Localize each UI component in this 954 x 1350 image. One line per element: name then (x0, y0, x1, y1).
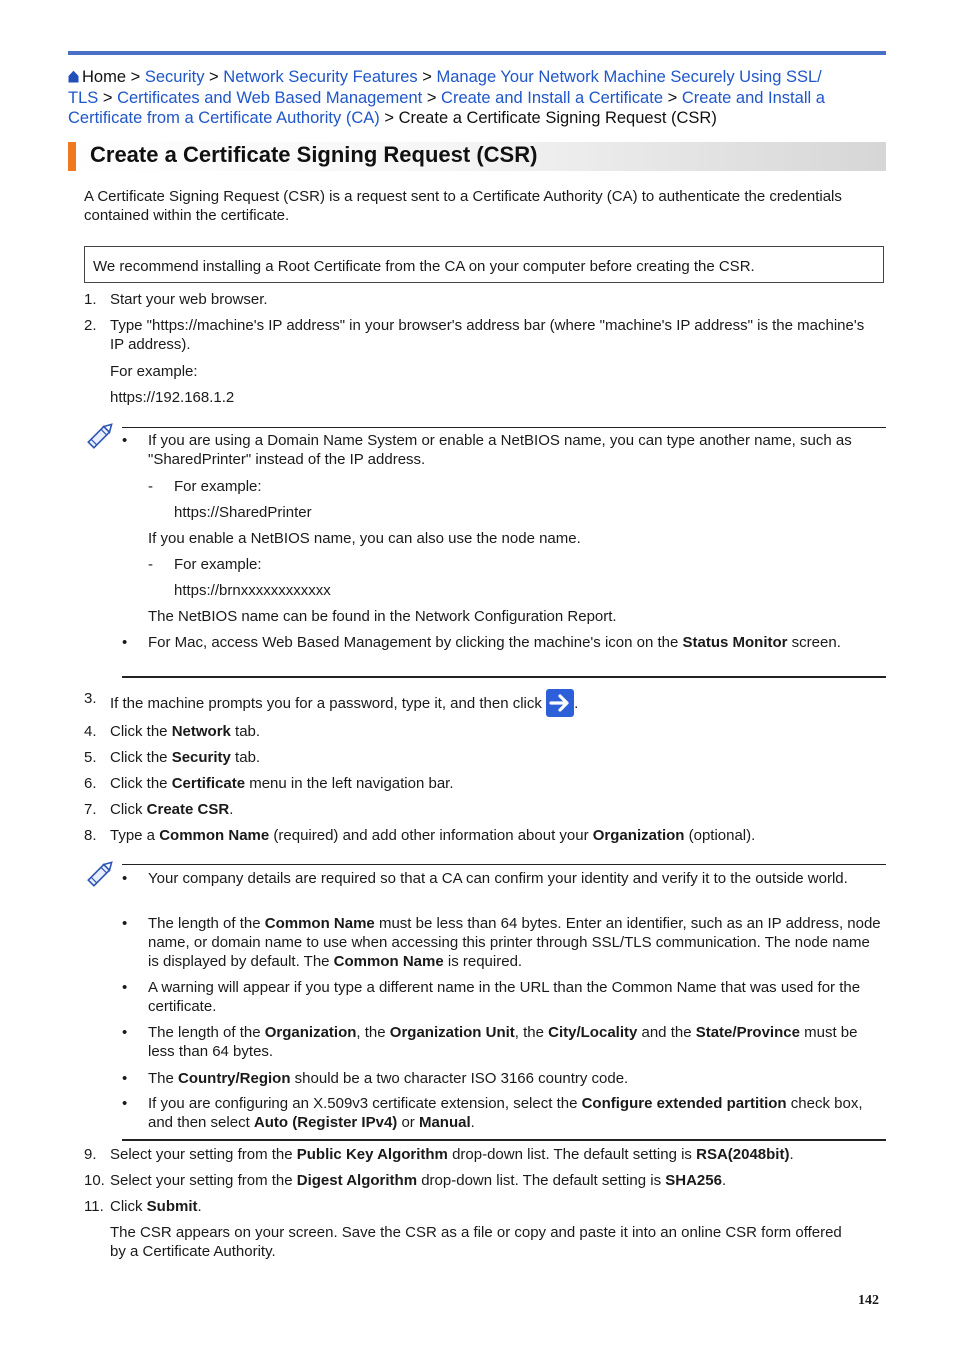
intro-paragraph: A Certificate Signing Request (CSR) is a request sent to a Certificate Authority (CA) to authenticate the credentials contained within the certificate. (84, 188, 842, 224)
note-text: The length of the Organization, the Organization Unit, the City/Locality and the State/Province must be less than 64 bytes. (148, 1024, 858, 1060)
bullet-dot: • (122, 915, 128, 932)
step-number: 11. (84, 1198, 104, 1215)
breadcrumb-link-create-install-ca-cont[interactable]: Certificate from a Certificate Authority (CA) (68, 109, 380, 127)
step-number: 8. (84, 827, 97, 844)
example-url: https://192.168.1.2 (110, 389, 235, 406)
step-text: If the machine prompts you for a password, type it, and then click . (110, 689, 870, 717)
example-url: https://brnxxxxxxxxxxxx (174, 582, 331, 599)
breadcrumb-separator: > (130, 68, 141, 86)
step-11-result: The CSR appears on your screen. Save the CSR as a file or copy and paste it into an online CSR form offered by a Certificate Authority. (110, 1224, 842, 1260)
note-text: If you are configuring an X.509v3 certificate extension, select the Configure extended partition check box, and then select Auto (Register IPv4) or Manual. (148, 1095, 863, 1131)
home-icon (68, 68, 79, 88)
note-text: Your company details are required so that a CA can confirm your identity and verify it to the outside world. (148, 870, 848, 887)
dash-marker: - (148, 556, 153, 573)
note-text: A warning will appear if you type a different name in the URL than the Common Name that was used for the certificate. (148, 979, 861, 1015)
step-text: Type "https://machine's IP address" in your browser's address bar (where "machine's IP address" is the machine's IP address). (110, 317, 865, 353)
breadcrumb-link-security[interactable]: Security (144, 68, 205, 86)
page-title: Create a Certificate Signing Request (CSR) (90, 142, 538, 167)
note-text: The Country/Region should be a two character ISO 3166 country code. (148, 1070, 629, 1087)
breadcrumb-link-network-security-features[interactable]: Network Security Features (223, 68, 418, 86)
note-text: The length of the Common Name must be less than 64 bytes. Enter an identifier, such as an IP address, node name, or domain name to use when accessing this printer through SSL/TLS communication. The node name is displayed by default. The Common Name is required. (148, 915, 881, 970)
breadcrumb-current: Create a Certificate Signing Request (CSR) (398, 109, 717, 127)
step-number: 1. (84, 291, 97, 308)
breadcrumb (68, 67, 848, 128)
step-text: Click Submit. (110, 1198, 202, 1215)
step-text: Click the Certificate menu in the left navigation bar. (110, 775, 454, 792)
step-number: 5. (84, 749, 97, 766)
breadcrumb-link-create-install-cert[interactable]: Create and Install a Certificate (441, 89, 663, 107)
bullet-dot: • (122, 979, 128, 996)
breadcrumb-home: Home (82, 68, 127, 86)
note-top-rule (122, 427, 886, 428)
bullet-dot: • (122, 1095, 128, 1112)
recommendation-box: We recommend installing a Root Certificate from the CA on your computer before creating the CSR. (84, 246, 884, 283)
step-text: Click Create CSR. (110, 801, 234, 818)
note-text: If you are using a Domain Name System or enable a NetBIOS name, you can type another name, such as "SharedPrinter" instead of the IP address. (148, 432, 852, 468)
bullet-dot: • (122, 1024, 128, 1041)
step-number: 7. (84, 801, 97, 818)
page-title-banner (68, 142, 886, 171)
breadcrumb-separator: > (209, 68, 219, 86)
top-rule (68, 51, 886, 55)
note-text: For example: (174, 478, 262, 495)
breadcrumb-separator: > (422, 68, 432, 86)
breadcrumb-link-create-install-ca[interactable]: Create and Install a (681, 89, 825, 107)
example-url: https://SharedPrinter (174, 504, 312, 521)
breadcrumb-separator: > (667, 89, 678, 107)
note-bottom-rule (122, 1139, 886, 1141)
breadcrumb-link-manage-ssl-tls-cont[interactable]: TLS (68, 89, 99, 107)
step-number: 4. (84, 723, 97, 740)
note-text: For example: (174, 556, 262, 573)
bullet-dot: • (122, 1070, 128, 1087)
breadcrumb-link-certificates-wbm[interactable]: Certificates and Web Based Management (117, 89, 423, 107)
step-text: Select your setting from the Digest Algorithm drop-down list. The default setting is SHA256. (110, 1172, 727, 1189)
note-block-1 (84, 418, 886, 680)
note-text: If you enable a NetBIOS name, you can also use the node name. (148, 530, 581, 547)
step-number: 2. (84, 317, 97, 334)
arrow-right-icon[interactable] (546, 689, 574, 717)
step-text: Type a Common Name (required) and add other information about your Organization (optional). (110, 827, 756, 844)
bullet-dot: • (122, 634, 128, 651)
note-text: For Mac, access Web Based Management by clicking the machine's icon on the Status Monitor screen. (148, 634, 841, 651)
note-top-rule (122, 864, 886, 865)
breadcrumb-separator: > (426, 89, 437, 107)
breadcrumb-separator: > (384, 109, 394, 127)
step-text: Select your setting from the Public Key Algorithm drop-down list. The default setting is RSA(2048bit). (110, 1146, 794, 1163)
breadcrumb-link-manage-ssl-tls[interactable]: Manage Your Network Machine Securely Using SSL/ (436, 68, 822, 86)
pencil-note-icon (84, 856, 118, 895)
step-number: 3. (84, 690, 97, 707)
page-number: 142 (858, 1293, 879, 1308)
pencil-note-icon (84, 418, 118, 457)
step-number: 10. (84, 1172, 105, 1189)
breadcrumb-separator: > (102, 89, 113, 107)
example-label: For example: (110, 363, 198, 380)
step-text: Click the Security tab. (110, 749, 261, 766)
title-marker (68, 142, 76, 171)
step-text: Click the Network tab. (110, 723, 261, 740)
step-text: Start your web browser. (110, 291, 268, 308)
dash-marker: - (148, 478, 153, 495)
bullet-dot: • (122, 870, 128, 887)
step-number: 9. (84, 1146, 97, 1163)
step-number: 6. (84, 775, 97, 792)
note-text: The NetBIOS name can be found in the Network Configuration Report. (148, 608, 617, 625)
note-bottom-rule (122, 676, 886, 678)
note-block-2 (84, 856, 886, 1144)
bullet-dot: • (122, 432, 128, 449)
